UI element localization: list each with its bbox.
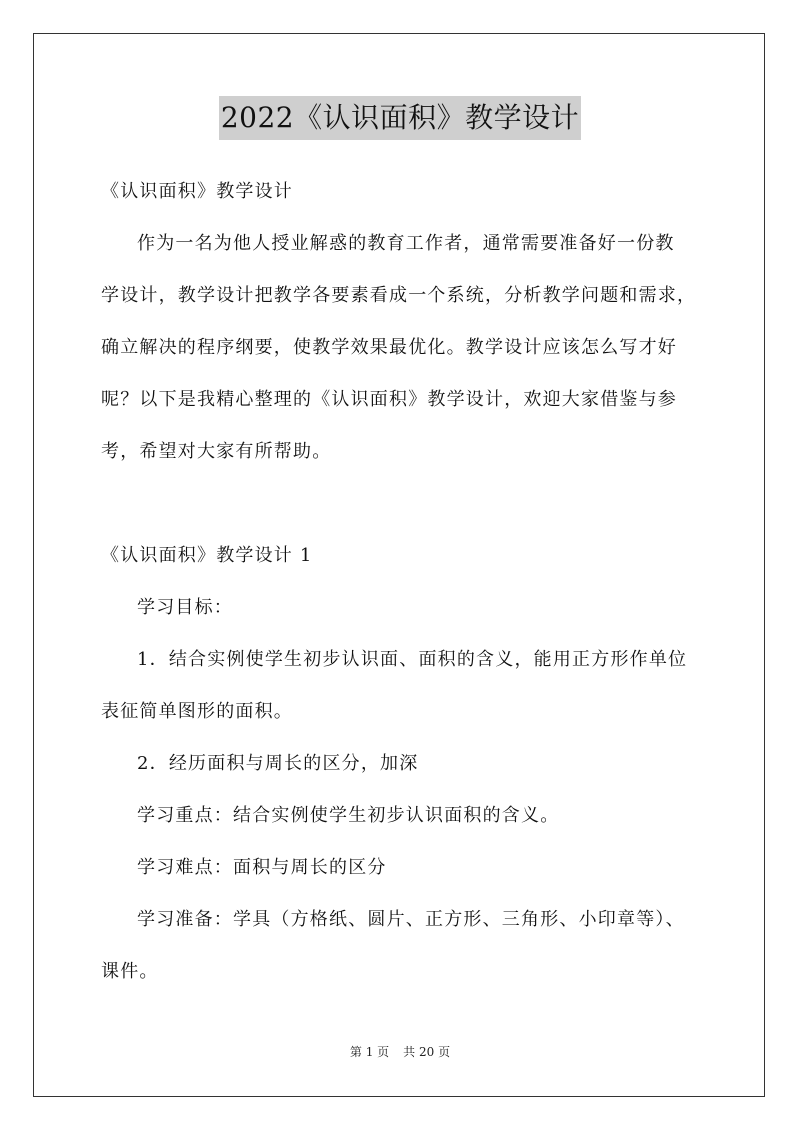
page-number: 第 1 页 — [349, 1045, 390, 1059]
page-footer — [0, 1044, 800, 1060]
intro-line-4: 呢？以下是我精心整理的《认识面积》教学设计，欢迎大家借鉴与参 — [101, 389, 677, 410]
objective-1-line-2: 表征简单图形的面积。 — [101, 701, 293, 722]
objectives-label: 学习目标： — [137, 597, 233, 618]
difficulty: 学习难点：面积与周长的区分 — [137, 857, 387, 878]
intro-line-3: 确立解决的程序纲要，使教学效果最优化。教学设计应该怎么写才好 — [101, 337, 677, 358]
title-container — [0, 96, 800, 140]
subtitle: 《认识面积》教学设计 — [101, 181, 293, 202]
total-pages: 共 20 页 — [403, 1045, 451, 1059]
objective-1-line-1: 1．结合实例使学生初步认识面、面积的含义，能用正方形作单位 — [137, 649, 688, 670]
preparation-line-1: 学习准备：学具（方格纸、圆片、正方形、三角形、小印章等）、 — [137, 909, 685, 930]
intro-line-2: 学设计，教学设计把教学各要素看成一个系统，分析教学问题和需求， — [101, 285, 697, 306]
document-title: 2022《认识面积》教学设计 — [219, 96, 581, 140]
key-point: 学习重点：结合实例使学生初步认识面积的含义。 — [137, 805, 560, 826]
preparation-line-2: 课件。 — [101, 961, 159, 982]
intro-line-5: 考，希望对大家有所帮助。 — [101, 441, 332, 462]
intro-line-1: 作为一名为他人授业解惑的教育工作者，通常需要准备好一份教 — [137, 233, 675, 254]
objective-2: 2．经历面积与周长的区分，加深 — [137, 753, 419, 774]
section-heading: 《认识面积》教学设计 1 — [101, 545, 313, 566]
